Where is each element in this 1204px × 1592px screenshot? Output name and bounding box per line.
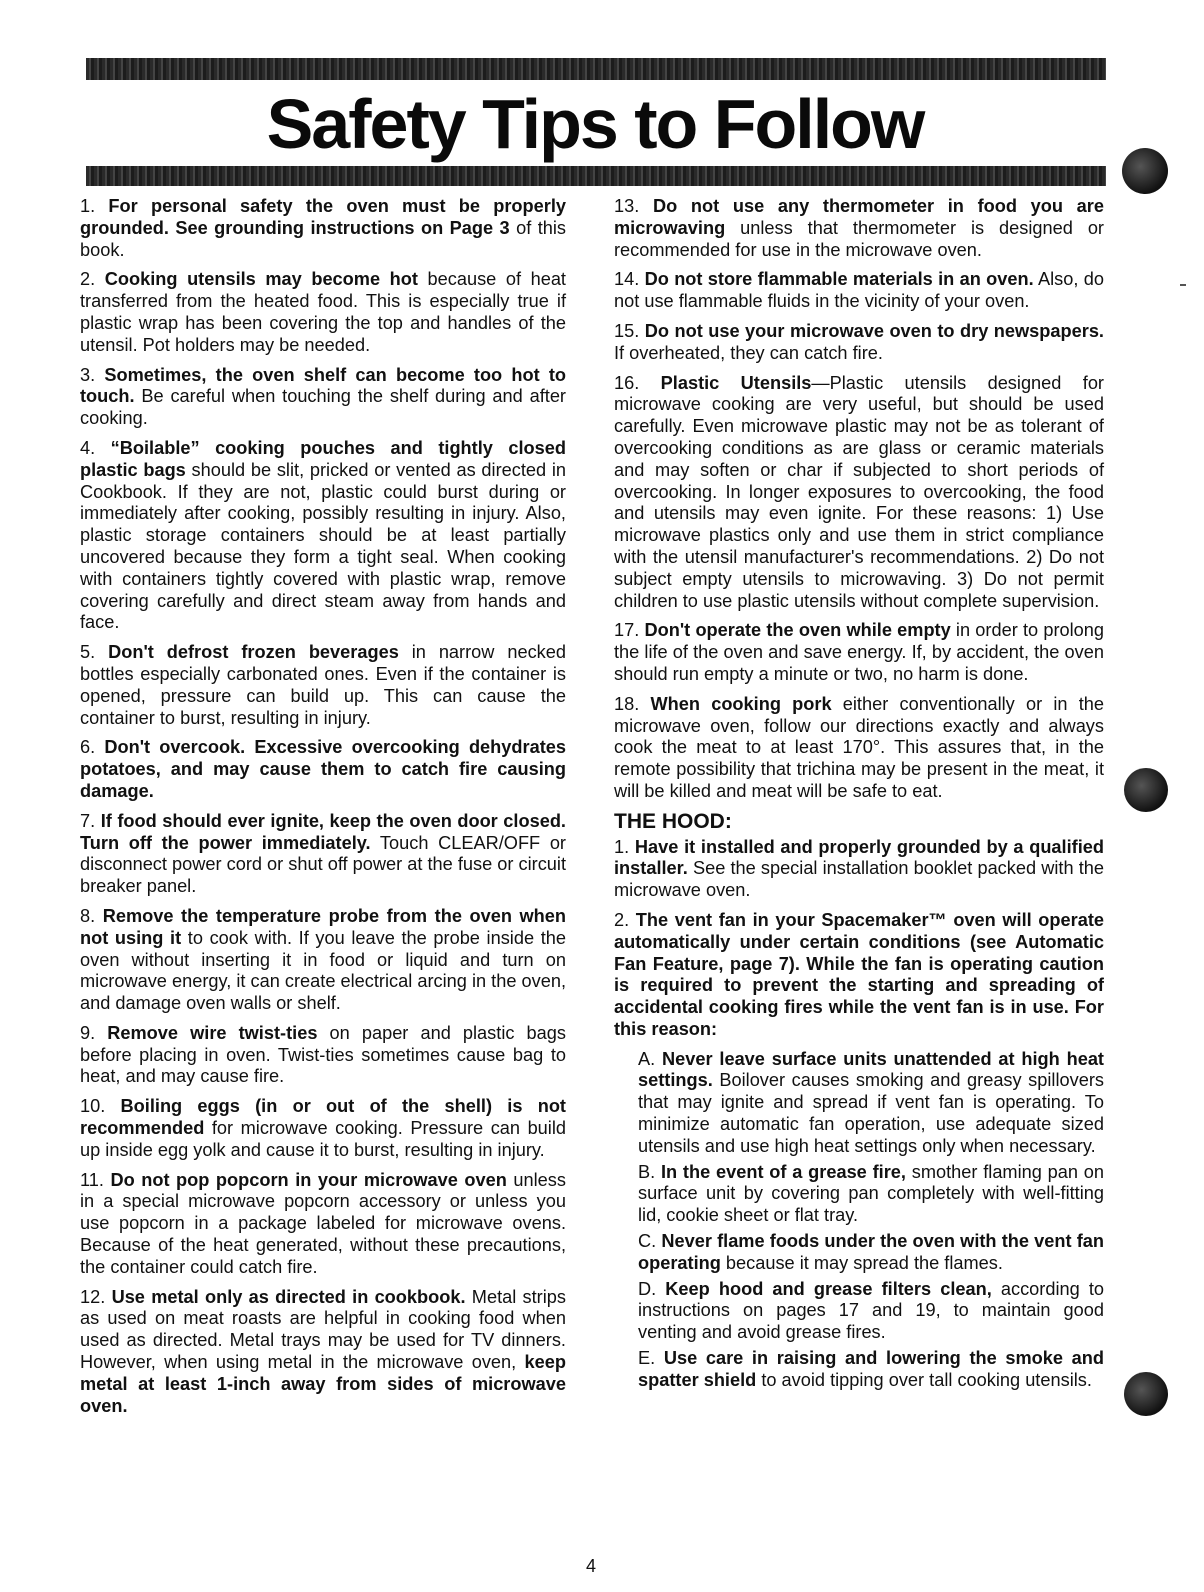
tip-text: either conventionally or in the microwave oven, follow our directions exactly and always cook the meat to at least 170°. This assures that, in the remote possibility that trichina may be present in the meat, it will be killed and meat will be safe to eat.: [614, 693, 1104, 801]
tip-emphasis: For personal safety the oven must be properly grounded. See grounding instructions on Page 3: [80, 196, 566, 238]
tip-emphasis: When cooking pork: [650, 693, 832, 714]
hood-sub-tip: [638, 1348, 1104, 1392]
binder-hole-bottom: [1124, 1372, 1168, 1416]
tip-text: —Plastic utensils designed for microwave cooking are very useful, but should be used carefully. Even microwave plastic may not be as tolerant of overcooking conditions as are glass or ceramic materials and may soften or char if subjected to short periods of overcooking. In longer exposures to overcooking, the food and utensils may even ignite. For these reasons: 1) Use microwave plastics only and use them in strict compliance with the utensil manufacturer's recommendations. 2) Do not subject empty utensils to microwaving. 3) Do not permit children to use plastic utensils without complete supervision.: [614, 372, 1104, 611]
safety-tip: [80, 269, 566, 356]
hood-sub-tip: [638, 1049, 1104, 1158]
tip-text: to avoid tipping over tall cooking utensils.: [756, 1369, 1092, 1390]
tip-emphasis: Do not use your microwave oven to dry newspapers.: [644, 320, 1104, 341]
tip-emphasis: If food should ever ignite, keep the oven door closed. Turn off the power immediately.: [80, 810, 566, 853]
hood-sub-tip: [638, 1162, 1104, 1227]
tip-number: 10.: [80, 1096, 121, 1117]
page-title: Safety Tips to Follow: [266, 85, 924, 163]
tip-emphasis: In the event of a grease fire,: [660, 1161, 906, 1182]
tip-emphasis: Don't operate the oven while empty: [644, 620, 951, 641]
safety-tip: [80, 811, 566, 898]
tip-number: 17.: [614, 620, 645, 641]
tip-number: D.: [638, 1278, 666, 1299]
safety-tip: [80, 365, 566, 430]
hood-tip: [614, 910, 1104, 1041]
safety-tip: [614, 269, 1104, 313]
tip-text: for microwave cooking. Pressure can build up inside egg yolk and cause it to burst, resulting in injury.: [80, 1118, 566, 1160]
tip-emphasis: Do not use any thermometer in food you are microwaving: [614, 196, 1104, 238]
tip-text: on paper and plastic bags before placing in oven. Twist-ties sometimes cause bag to heat, and may cause fire.: [80, 1022, 566, 1087]
safety-tip: [614, 620, 1104, 685]
tip-number: 6.: [80, 737, 105, 758]
safety-tip: [80, 1170, 566, 1279]
hood-heading: THE HOOD:: [614, 809, 732, 833]
tip-number: C.: [638, 1231, 662, 1252]
tip-number: 1.: [614, 836, 635, 857]
binder-hole-middle: [1124, 768, 1168, 812]
tip-emphasis: Use metal only as directed in cookbook.: [111, 1286, 466, 1307]
tip-text: If overheated, they can catch fire.: [614, 342, 883, 363]
tip-number: 14.: [614, 269, 645, 290]
tip-emphasis: Do not pop popcorn in your microwave oven: [110, 1169, 507, 1190]
binder-hole-top: [1122, 148, 1168, 194]
tip-emphasis: The vent fan in your Spacemaker™ oven will operate automatically under certain conditions (see Automatic Fan Feature, page 7). While the fan is operating caution is required to prevent the starting and spreading of accidental cooking fires while the vent fan is in use. For this reason:: [614, 909, 1104, 1039]
tip-text: because of heat transferred from the heated food. This is especially true if plastic wrap has been covering the top and handles of the utensil. Pot holders may be needed.: [80, 269, 566, 355]
tip-number: 18.: [614, 693, 651, 714]
tip-text: See the special installation booklet packed with the microwave oven.: [614, 858, 1104, 901]
tip-number: 5.: [80, 642, 109, 663]
tip-emphasis: Boiling eggs (in or out of the shell) is not recommended: [80, 1096, 566, 1139]
tip-number: E.: [638, 1348, 664, 1369]
tip-text: smother flaming pan on surface unit by covering pan completely with well-fitting lid, cookie sheet or flat tray.: [638, 1161, 1105, 1226]
safety-tip: [80, 1096, 566, 1161]
tip-number: A.: [638, 1048, 663, 1069]
safety-tip: [80, 737, 566, 802]
tip-emphasis: Never flame foods under the oven with the vent fan operating: [638, 1231, 1104, 1273]
tip-emphasis: Have it installed and properly grounded by a qualified installer.: [614, 836, 1104, 879]
right-column: [614, 196, 1104, 1396]
tip-text: Also, do not use flammable fluids in the vicinity of your oven.: [614, 269, 1104, 312]
safety-tip: [80, 438, 566, 634]
safety-tip: [80, 1023, 566, 1088]
tip-number: 4.: [80, 437, 111, 458]
tip-emphasis: Never leave surface units unattended at high heat settings.: [638, 1048, 1104, 1091]
tip-text: Boilover causes smoking and greasy spillovers that may ignite and spread if vent fan is operating. To minimize automatic fan operation, use adequate sized utensils and use high heat settings only when necessary.: [638, 1070, 1104, 1156]
tip-emphasis: Plastic Utensils: [660, 372, 812, 393]
safety-tip: [614, 694, 1104, 803]
tip-number: 16.: [614, 372, 661, 393]
tip-number: 2.: [80, 269, 105, 290]
tip-text: Metal strips as used on meat roasts are helpful in cooking food when used as directed. Metal trays may be used for TV dinners. However, when using metal in the microwave oven,: [80, 1286, 566, 1373]
hood-sub-tip: [638, 1231, 1104, 1275]
tip-emphasis: Don't defrost frozen beverages: [108, 642, 399, 663]
hood-sub-tips: [614, 1049, 1104, 1392]
tip-text: Touch CLEAR/OFF or disconnect power cord or shut off power at the fuse or circuit breaker panel.: [80, 832, 566, 897]
tip-number: 15.: [614, 320, 645, 341]
tip-text: in order to prolong the life of the oven and save energy. If, by accident, the oven should run empty a minute or two, no harm is done.: [614, 620, 1105, 684]
margin-mark: [1180, 284, 1186, 286]
tip-emphasis: Use care in raising and lowering the smoke and spatter shield: [638, 1348, 1104, 1390]
tip-text: according to instructions on pages 17 and 19, to maintain good venting and avoid grease fires.: [638, 1278, 1105, 1343]
tip-number: 11.: [80, 1169, 111, 1190]
tip-number: 9.: [80, 1022, 108, 1043]
tip-emphasis: Remove wire twist-ties: [107, 1022, 318, 1043]
safety-tip: [614, 196, 1104, 261]
tip-number: 8.: [80, 905, 103, 926]
tip-number: 1.: [80, 196, 109, 216]
left-column: [80, 196, 566, 1425]
tip-number: B.: [638, 1161, 661, 1182]
right-tips: [614, 196, 1104, 803]
hood-sub-tip: [638, 1279, 1104, 1344]
tip-emphasis: Remove the temperature probe from the oven when not using it: [80, 905, 566, 948]
tip-number: 3.: [80, 364, 105, 385]
tip-number: 13.: [614, 196, 653, 216]
tip-number: 2.: [614, 909, 636, 930]
tip-text: to cook with. If you leave the probe inside the oven without inserting it in food or liquid and turn on microwave energy, it can create electrical arcing in the oven, and damage oven walls or shelf.: [80, 927, 566, 1014]
tip-text: unless in a special microwave popcorn accessory or unless you use popcorn in a package labeled for microwave ovens. Because of the heat generated, without these precautions, the container could catch fire.: [80, 1169, 566, 1277]
tip-text: in narrow necked bottles especially carbonated ones. Even if the container is opened, pressure can build up. This can cause the container to burst, resulting in injury.: [80, 642, 566, 728]
tip-text: Be careful when touching the shelf during and after cooking.: [80, 386, 566, 429]
tip-text: because it may spread the flames.: [720, 1252, 1003, 1273]
tip-emphasis: Sometimes, the oven shelf can become too hot to touch.: [80, 364, 566, 407]
hood-tip: [614, 837, 1104, 902]
safety-tip: [80, 906, 566, 1015]
tip-text: unless that thermometer is designed or recommended for use in the microwave oven.: [614, 217, 1104, 260]
safety-tip: [80, 1287, 566, 1418]
safety-tip: [614, 321, 1104, 365]
tip-number: 7.: [80, 810, 101, 831]
tip-emphasis: Cooking utensils may become hot: [104, 269, 418, 290]
page-number: 4: [586, 1556, 597, 1576]
tip-emphasis: “Boilable” cooking pouches and tightly closed plastic bags: [80, 437, 566, 480]
tip-emphasis: Keep hood and grease filters clean,: [665, 1278, 992, 1299]
tip-emphasis: Don't overcook. Excessive overcooking dehydrates potatoes, and may cause them to catch fire causing damage.: [80, 737, 566, 801]
tip-emphasis: Do not store flammable materials in an oven.: [644, 269, 1034, 290]
tip-text: should be slit, pricked or vented as directed in Cookbook. If they are not, plastic could burst during or immediately after cooking, possibly resulting in injury. Also, plastic storage containers should be at least partially uncovered because they form a tight seal. When cooking with containers tightly covered with plastic wrap, remove covering carefully and direct steam away from hands and face.: [80, 459, 567, 633]
tip-text: of this book.: [80, 217, 566, 260]
safety-tip: [80, 642, 566, 729]
header-bottom-bar: [86, 166, 1106, 186]
tip-number: 12.: [80, 1286, 112, 1307]
header-top-bar: [86, 58, 1106, 80]
safety-tip: [80, 196, 566, 261]
tip-emphasis: keep metal at least 1-inch away from sides of microwave oven.: [80, 1352, 566, 1416]
safety-tip: [614, 373, 1104, 613]
hood-tips: [614, 837, 1104, 1041]
